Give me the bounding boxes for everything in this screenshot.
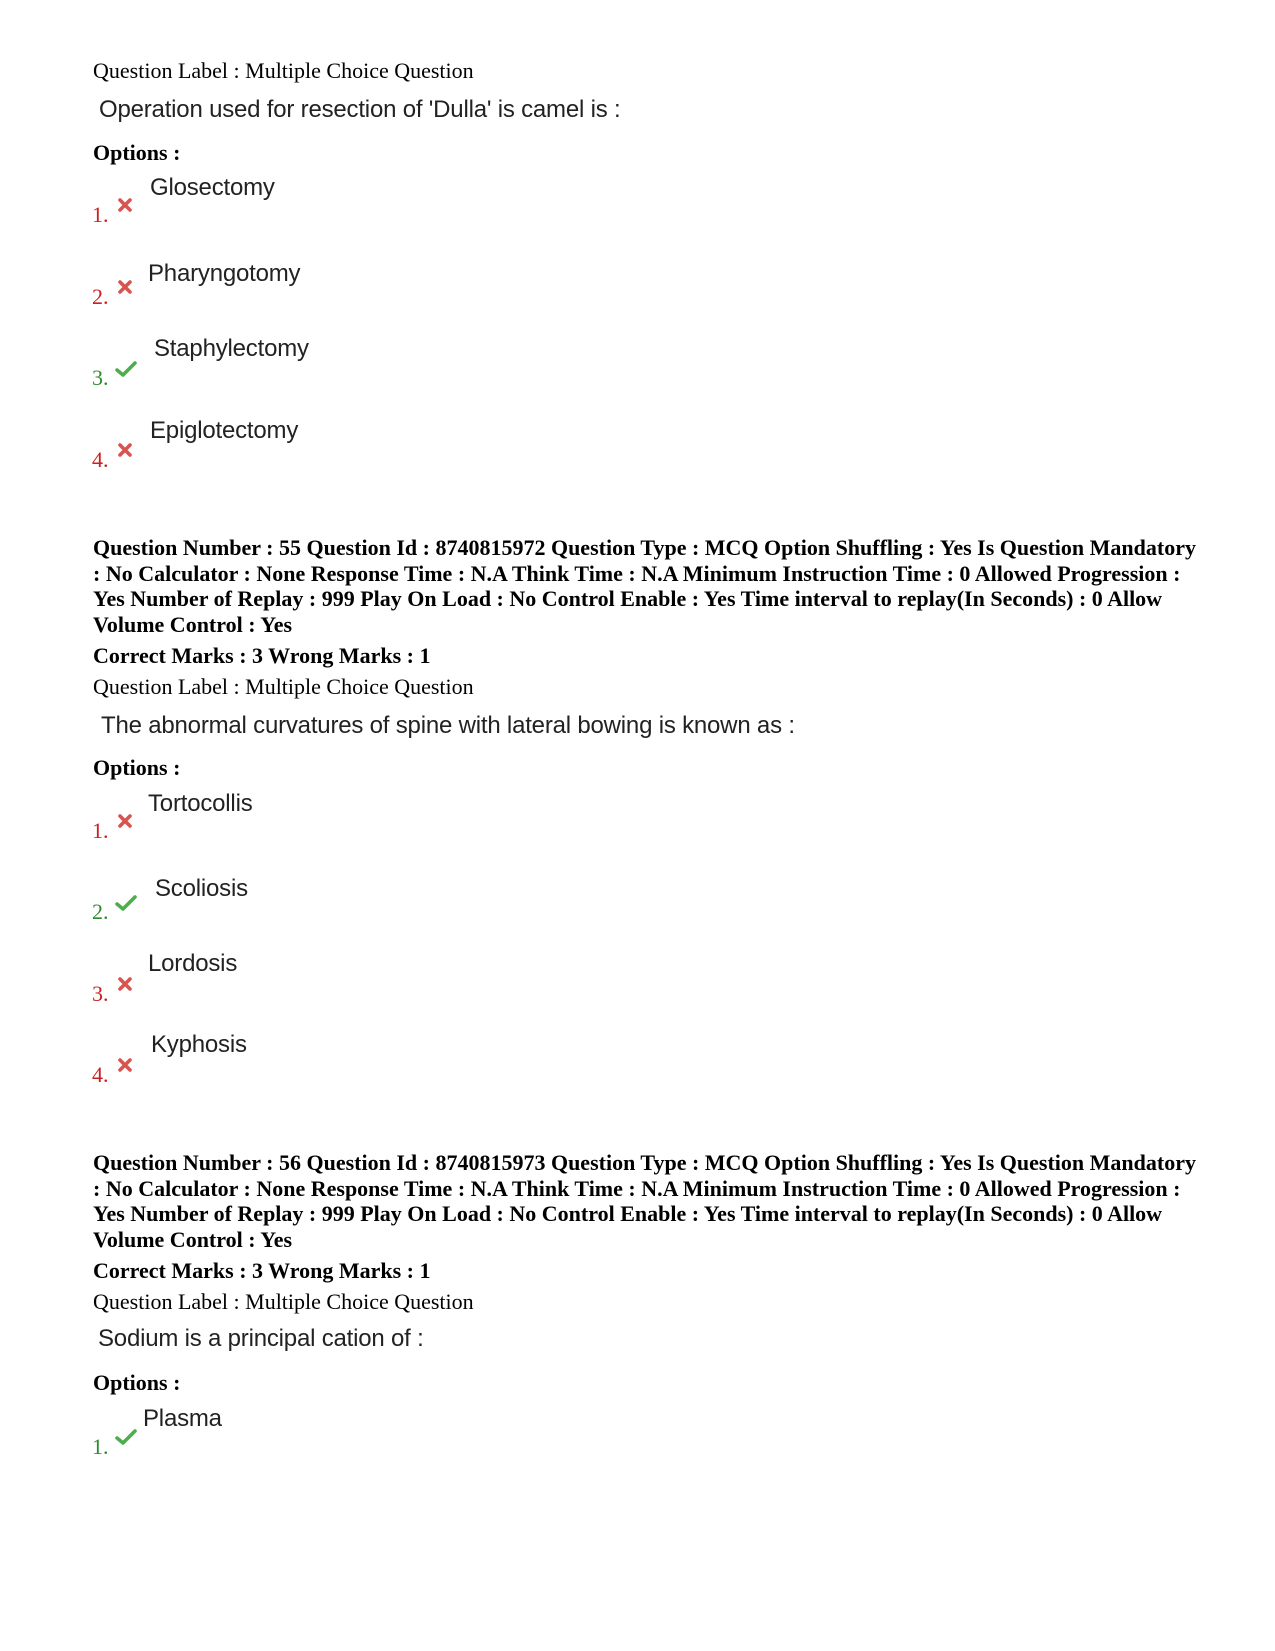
option-number: 3. — [92, 365, 109, 390]
question-label: Question Label : Multiple Choice Question — [93, 58, 474, 83]
options-heading: Options : — [93, 140, 181, 165]
cross-icon — [116, 278, 134, 296]
check-icon — [115, 894, 137, 912]
option-text: Epiglotectomy — [150, 417, 299, 444]
option-text: Kyphosis — [151, 1031, 247, 1058]
cross-icon — [116, 441, 134, 459]
marks-info: Correct Marks : 3 Wrong Marks : 1 — [93, 643, 431, 668]
option-text: Glosectomy — [150, 174, 275, 201]
option-number: 1. — [92, 818, 109, 843]
question-label: Question Label : Multiple Choice Question — [93, 1289, 474, 1314]
question-text: Operation used for resection of 'Dulla' is camel is : — [99, 96, 621, 123]
option-text: Pharyngotomy — [148, 260, 301, 287]
option-text: Scoliosis — [155, 875, 248, 902]
question-meta: Question Number : 56 Question Id : 8740815973 Question Type : MCQ Option Shuffling : Yes Is Question Mandatory : No Calculator : None Response Time : N.A Think Time : N.A Minimum Instruction Time : 0 Allowed Progression : Yes Number of Replay : 999 Play On Load : No Control Enable : Yes Time interval to replay(In Seconds) : 0 Allow Volume Control : Yes — [93, 1150, 1196, 1252]
cross-icon — [116, 1056, 134, 1074]
question-text: Sodium is a principal cation of : — [98, 1325, 424, 1352]
question-text: The abnormal curvatures of spine with lateral bowing is known as : — [101, 712, 795, 739]
options-heading: Options : — [93, 1370, 181, 1395]
option-text: Staphylectomy — [154, 335, 309, 362]
check-icon — [115, 360, 137, 378]
option-number: 3. — [92, 981, 109, 1006]
cross-icon — [116, 196, 134, 214]
cross-icon — [116, 812, 134, 830]
option-number: 4. — [92, 447, 109, 472]
check-icon — [115, 1428, 137, 1446]
option-text: Lordosis — [148, 950, 238, 977]
option-text: Tortocollis — [148, 790, 253, 817]
option-number: 1. — [92, 1434, 109, 1459]
option-number: 1. — [92, 202, 109, 227]
option-number: 4. — [92, 1062, 109, 1087]
marks-info: Correct Marks : 3 Wrong Marks : 1 — [93, 1258, 431, 1283]
question-meta: Question Number : 55 Question Id : 8740815972 Question Type : MCQ Option Shuffling : Yes Is Question Mandatory : No Calculator : None Response Time : N.A Think Time : N.A Minimum Instruction Time : 0 Allowed Progression : Yes Number of Replay : 999 Play On Load : No Control Enable : Yes Time interval to replay(In Seconds) : 0 Allow Volume Control : Yes — [93, 535, 1196, 637]
options-heading: Options : — [93, 755, 181, 780]
option-number: 2. — [92, 899, 109, 924]
cross-icon — [116, 975, 134, 993]
question-label: Question Label : Multiple Choice Question — [93, 674, 474, 699]
option-number: 2. — [92, 284, 109, 309]
option-text: Plasma — [143, 1405, 222, 1432]
